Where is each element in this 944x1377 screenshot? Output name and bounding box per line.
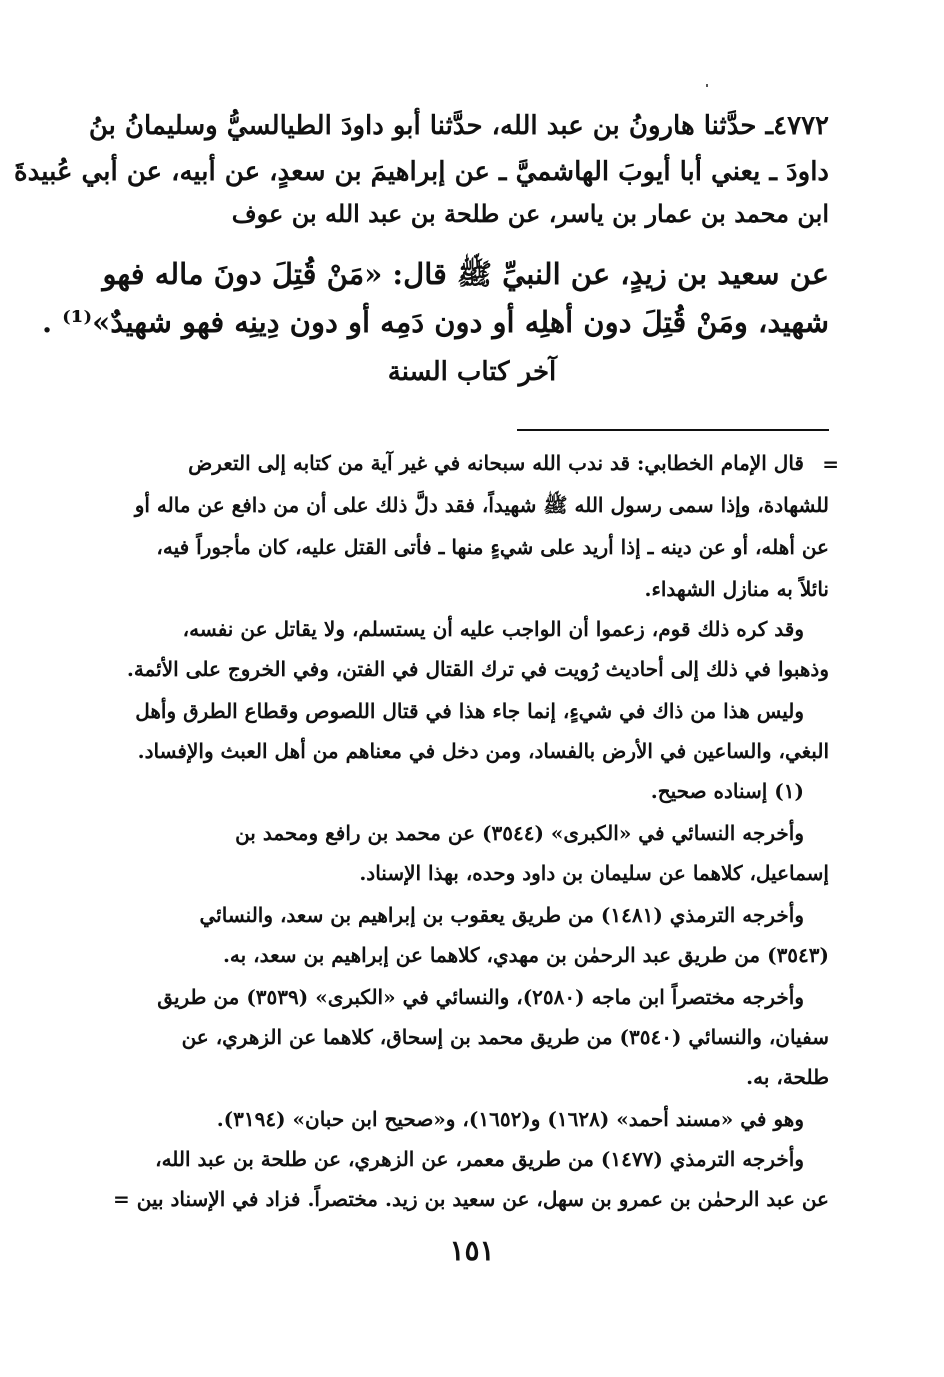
scan-speck	[706, 84, 708, 87]
footnote-line: نائلاً به منازل الشهداء.	[644, 577, 829, 601]
book-end-heading: آخر كتاب السنة	[387, 357, 557, 387]
footnote-line: وأخرجه الترمذي (١٤٧٧) من طريق معمر، عن الزهري، عن طلحة بن عبد الله،	[155, 1147, 804, 1171]
footnote-line: للشهادة، وإذا سمى رسول الله ﷺ شهيداً، فقد دلَّ ذلك على أن من دافع عن ماله أو	[134, 493, 829, 517]
footnote-line: (٣٥٤٣) من طريق عبد الرحمٰن بن مهدي، كلاهما عن إبراهيم بن سعد، به.	[222, 943, 829, 967]
footnote-line: وذهبوا في ذلك إلى أحاديث رُويت في ترك القتال في الفتن، وفي الخروج على الأئمة.	[126, 657, 829, 681]
footnote-line: عن أهله، أو عن دينه ـ إذا أريد على شيءٍ منها ـ فأتى القتل عليه، كان مأجوراً فيه،	[156, 535, 829, 559]
matn-line-1: عن سعيد بن زيدٍ، عن النبيِّ ﷺ قال: «مَنْ قُتِلَ دونَ ماله فهو	[102, 257, 829, 291]
footnote-line: وليس هذا من ذاك في شيءٍ، إنما جاء هذا في قتال اللصوص وقطاع الطرق وأهل	[135, 699, 804, 723]
footnote-line: طلحة، به.	[746, 1065, 829, 1089]
hadith-line-3: ابن محمد بن عمار بن ياسر، عن طلحة بن عبد الله بن عوف	[231, 199, 829, 228]
footnote-line: إسماعيل، كلاهما عن سليمان بن داود وحده، بهذا الإسناد.	[359, 861, 829, 885]
hadith-line-1: ٤٧٧٢ـ حدَّثنا هارونُ بن عبد الله، حدَّثنا أبو داودَ الطيالسيُّ وسليمانُ بنُ	[88, 111, 829, 141]
footnote-line: وأخرجه مختصراً ابن ماجه (٢٥٨٠)، والنسائي في «الكبرى» (٣٥٣٩) من طريق	[157, 985, 804, 1009]
footnote-line: وأخرجه الترمذي (١٤٨١) من طريق يعقوب بن إبراهيم بن سعد، والنسائي	[199, 903, 804, 927]
footnote-line: قال الإمام الخطابي: قد ندب الله سبحانه في غير آية من كتابه إلى التعرض	[188, 451, 804, 475]
footnote-line: سفيان، والنسائي (٣٥٤٠) من طريق محمد بن إسحاق، كلاهما عن الزهري، عن	[181, 1025, 829, 1049]
footnote-line: (١) إسناده صحيح.	[650, 779, 804, 803]
hadith-line-2: داودَ ـ يعني أبا أيوبَ الهاشميَّ ـ عن إبراهيمَ بن سعدٍ، عن أبيه، عن أبي عُبيدةَ	[14, 157, 829, 187]
footnote-line: البغي، والساعين في الأرض بالفساد، ومن دخل في معناهم من أهل العبث والإفساد.	[137, 739, 829, 763]
matn-line-2: شهيد، ومَنْ قُتِلَ دون أهلِه أو دون دَمِه أو دون دِينِه فهو شهيدٌ»⁽¹⁾ .	[41, 305, 829, 339]
page-number: ١٥١	[449, 1234, 495, 1267]
footnote-separator	[517, 429, 829, 431]
footnote-line: وهو في «مسند أحمد» (١٦٢٨) و(١٦٥٢)، و«صحيح ابن حبان» (٣١٩٤).	[216, 1107, 804, 1131]
footnote-line: عن عبد الرحمٰن بن عمرو بن سهل، عن سعيد بن زيد. مختصراً. فزاد في الإسناد بين =	[113, 1187, 829, 1211]
continuation-mark: =	[822, 452, 839, 476]
footnote-line: وقد كره ذلك قوم، زعموا أن الواجب عليه أن يستسلم، ولا يقاتل عن نفسه،	[182, 617, 804, 641]
footnote-line: وأخرجه النسائي في «الكبرى» (٣٥٤٤) عن محمد بن رافع ومحمد بن	[235, 821, 804, 845]
